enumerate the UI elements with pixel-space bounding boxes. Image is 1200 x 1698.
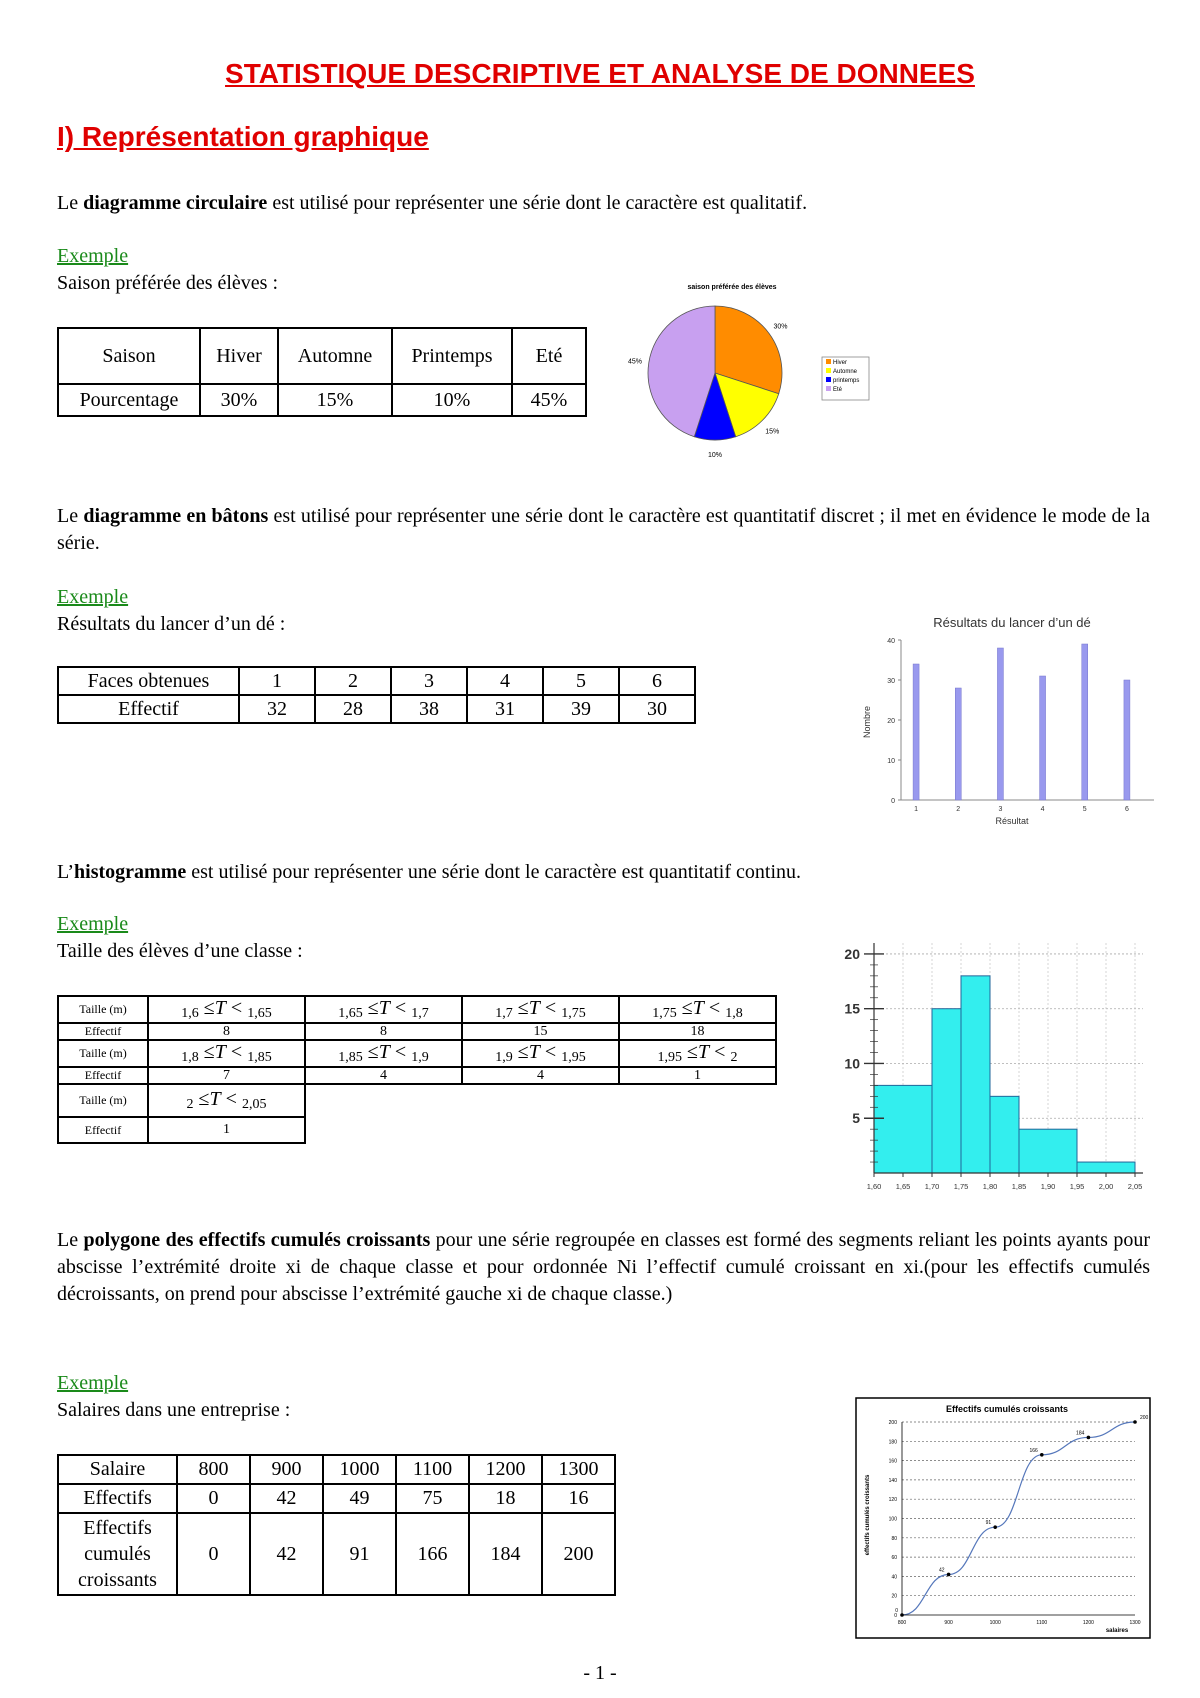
dice-table [57,666,696,724]
y-tick-label: 10 [887,758,895,765]
pie-intro: Le diagramme circulaire est utilisé pour représenter une série dont le caractère est qualitatif. [57,192,808,214]
seasons-table [57,327,587,417]
x-tick-label: 1300 [1129,1620,1141,1626]
table-cell: 1 [148,1117,305,1143]
y-tick-label: 20 [887,718,895,725]
table-cell: 166 [396,1513,469,1595]
bar [913,664,919,800]
x-tick-label: 5 [1082,806,1087,813]
histogram-bar [932,1009,961,1173]
table-header: 900 [250,1455,323,1484]
data-point [947,1573,951,1577]
table-cell: 30% [200,384,278,416]
table-row-label: Effectif [58,695,239,723]
table-cell: 184 [469,1513,542,1595]
table-header: 4 [467,667,543,695]
x-axis-label: Résultat [995,816,1029,826]
table-cell: 0 [177,1513,250,1595]
table-cell: 16 [542,1484,615,1513]
x-axis-label: salaires [1105,1628,1129,1634]
class-interval: 1,65 ≤T < 1,7 [305,996,462,1023]
table-row-label: Pourcentage [58,384,200,416]
table-cell: 1 [619,1067,776,1084]
x-tick-label: 1,65 [895,1182,911,1191]
table-cell: 32 [239,695,315,723]
table-cell: 42 [250,1513,323,1595]
table-header: Faces obtenues [58,667,239,695]
legend-entry: printemps [833,378,860,384]
table-cell: 38 [391,695,467,723]
x-tick-label: 2 [956,806,961,813]
chart-title: saison préférée des élèves [687,284,777,291]
y-tick-label: 40 [891,1574,897,1581]
table-cell: 0 [177,1484,250,1513]
table-cell: 49 [323,1484,396,1513]
hist-caption: Taille des élèves d’une classe : [57,940,303,962]
y-tick-label: 80 [891,1535,897,1542]
table-cell: 8 [148,1023,305,1040]
table-header: Hiver [200,328,278,384]
histogram-bar [1019,1129,1077,1173]
y-tick-label: 0 [894,1613,897,1619]
poly-intro: Le polygone des effectifs cumulés croissants pour une série regroupée en classes est formé des segments reliant les points ayants pour abscisse l’extrémité droite xi de chaque classe et pour ordonnée Ni l’effectif cumulé croissant en xi.(pour les effectifs cumulés décroissants, on prend pour abscisse l’extrémité gauche xi de chaque classe.) [57,1229,1151,1305]
chart-title: Effectifs cumulés croissants [945,1404,1069,1414]
row-label: Effectif [58,1067,148,1084]
document-title: STATISTIQUE DESCRIPTIVE ET ANALYSE DE DONNEES [225,58,975,89]
height-histogram [820,935,1150,1195]
x-tick-label: 1,90 [1040,1182,1056,1191]
y-tick-label: 60 [891,1555,897,1562]
y-tick-label: 140 [888,1477,897,1484]
point-label: 200 [1140,1415,1149,1421]
bars-intro: Le diagramme en bâtons est utilisé pour représenter une série dont le caractère est quantitatif discret ; il met en évidence le mode de la série. [57,505,1150,554]
section-title: I) Représentation graphique [57,121,429,152]
table-header: 2 [315,667,391,695]
table-cell: 10% [392,384,512,416]
table-cell: 42 [250,1484,323,1513]
y-tick-label: 200 [888,1420,897,1426]
x-tick-label: 2,00 [1098,1182,1114,1191]
legend-swatch [826,386,831,391]
point-label: 166 [1029,1447,1038,1454]
class-interval: 1,7 ≤T < 1,75 [462,996,619,1023]
y-axis-label: effectifs cumulés croissants [865,1474,871,1556]
legend-entry: Hiver [833,360,848,366]
example-label: Exemple [57,245,129,267]
slice-label: 45% [627,358,643,366]
table-header: 3 [391,667,467,695]
bar [1040,676,1046,800]
x-tick-label: 1,80 [982,1182,998,1191]
salary-table [57,1454,616,1596]
cumulative-polygon-chart [855,1397,1151,1639]
x-tick-label: 1100 [1036,1620,1048,1626]
table-header: 6 [619,667,695,695]
y-tick-label: 20 [844,945,860,962]
bar [1082,644,1088,800]
table-header: 800 [177,1455,250,1484]
pie-chart [615,280,895,465]
table-header: Salaire [58,1455,177,1484]
histogram-bar [961,976,990,1173]
poly-caption: Salaires dans une entreprise : [57,1399,291,1421]
legend-swatch [826,359,831,364]
x-tick-label: 1,70 [924,1182,940,1191]
example-label: Exemple [57,1372,129,1394]
table-cell: 7 [148,1067,305,1084]
bar [997,648,1003,800]
table-cell: 28 [315,695,391,723]
histogram-bar [990,1096,1019,1173]
table-header: 5 [543,667,619,695]
slice-label: 15% [765,428,780,436]
y-tick-label: 40 [887,638,895,645]
class-interval: 2 ≤T < 2,05 [148,1084,305,1117]
x-tick-label: 1,85 [1011,1182,1027,1191]
slice-label: 10% [707,452,723,459]
legend-entry: Automne [833,369,858,375]
table-header: 1000 [323,1455,396,1484]
row-label: Taille (m) [58,1040,148,1067]
hist-intro: L’histogramme est utilisé pour représenter une série dont le caractère est quantitatif continu. [57,861,802,883]
bars-caption: Résultats du lancer d’un dé : [57,613,286,635]
class-interval: 1,9 ≤T < 1,95 [462,1040,619,1067]
table-header: 1200 [469,1455,542,1484]
table-cell: 15 [462,1023,619,1040]
class-interval: 1,95 ≤T < 2 [619,1040,776,1067]
y-tick-label: 15 [844,1000,860,1017]
y-tick-label: 5 [852,1110,860,1127]
x-tick-label: 1200 [1082,1620,1094,1626]
x-tick-label: 1,60 [866,1182,882,1191]
class-interval: 1,8 ≤T < 1,85 [148,1040,305,1067]
x-tick-label: 3 [998,806,1003,813]
x-tick-label: 900 [944,1620,953,1626]
x-tick-label: 800 [897,1620,907,1626]
legend-swatch [826,377,831,382]
class-interval: 1,6 ≤T < 1,65 [148,996,305,1023]
table-cell: 4 [305,1067,462,1084]
data-point [1133,1420,1137,1424]
y-tick-label: 10 [844,1055,860,1072]
row-label: Taille (m) [58,1084,148,1117]
bar [955,688,961,800]
table-cell: 4 [462,1067,619,1084]
table-header: Automne [278,328,392,384]
point-label: 91 [985,1520,992,1527]
table-cell: 31 [467,695,543,723]
x-tick-label: 2,05 [1127,1182,1143,1191]
y-tick-label: 0 [891,798,895,805]
data-point [1087,1436,1091,1440]
histogram-bar [874,1085,932,1173]
table-header: 1100 [396,1455,469,1484]
class-interval: 1,85 ≤T < 1,9 [305,1040,462,1067]
x-tick-label: 1,95 [1069,1182,1085,1191]
x-tick-label: 1,75 [953,1182,969,1191]
table-row-label: Effectifs [58,1484,177,1513]
x-tick-label: 6 [1124,806,1129,813]
class-interval: 1,75 ≤T < 1,8 [619,996,776,1023]
table-cell: 30 [619,695,695,723]
example-label: Exemple [57,913,129,935]
y-tick-label: 160 [888,1458,897,1465]
y-axis-label: Nombre [862,705,872,739]
table-header: 1 [239,667,315,695]
dice-bar-chart [856,610,1156,830]
table-header: Printemps [392,328,512,384]
y-tick-label: 100 [888,1516,897,1523]
point-label: 42 [939,1567,945,1574]
table-cell: 39 [543,695,619,723]
table-header: 1300 [542,1455,615,1484]
heights-table-grid [57,995,777,1144]
table-header: Eté [512,328,586,384]
row-label: Effectif [58,1117,148,1143]
table-cell: 91 [323,1513,396,1595]
table-cell: 200 [542,1513,615,1595]
page-number: - 1 - [583,1662,617,1684]
table-cell: 45% [512,384,586,416]
table-cell: 75 [396,1484,469,1513]
row-label: Effectif [58,1023,148,1040]
slice-label: 30% [773,323,788,331]
chart-title: Résultats du lancer d’un dé [933,615,1091,630]
legend-swatch [826,368,831,373]
y-tick-label: 180 [888,1439,897,1446]
x-tick-label: 4 [1040,806,1045,813]
data-point [993,1525,997,1529]
table-cell: 8 [305,1023,462,1040]
y-tick-label: 120 [888,1497,897,1504]
table-cell: 18 [469,1484,542,1513]
histogram-bar [1077,1162,1135,1173]
point-label: 184 [1076,1430,1085,1437]
table-cell: 15% [278,384,392,416]
legend-entry: Eté [833,387,843,393]
table-cell: 18 [619,1023,776,1040]
point-label: 0 [895,1608,898,1614]
row-label: Taille (m) [58,996,148,1023]
y-tick-label: 30 [887,678,895,685]
chart-frame [856,1398,1150,1638]
x-tick-label: 1 [914,806,919,813]
table-row-label: Effectifs cumulés croissants [58,1513,177,1595]
heights-table [57,995,777,1144]
bar [1124,680,1130,800]
y-tick-label: 20 [891,1593,897,1600]
example-label: Exemple [57,586,129,608]
pie-caption: Saison préférée des élèves : [57,272,279,294]
table-header: Saison [58,328,200,384]
data-point [1040,1453,1044,1457]
x-tick-label: 1000 [989,1620,1001,1626]
